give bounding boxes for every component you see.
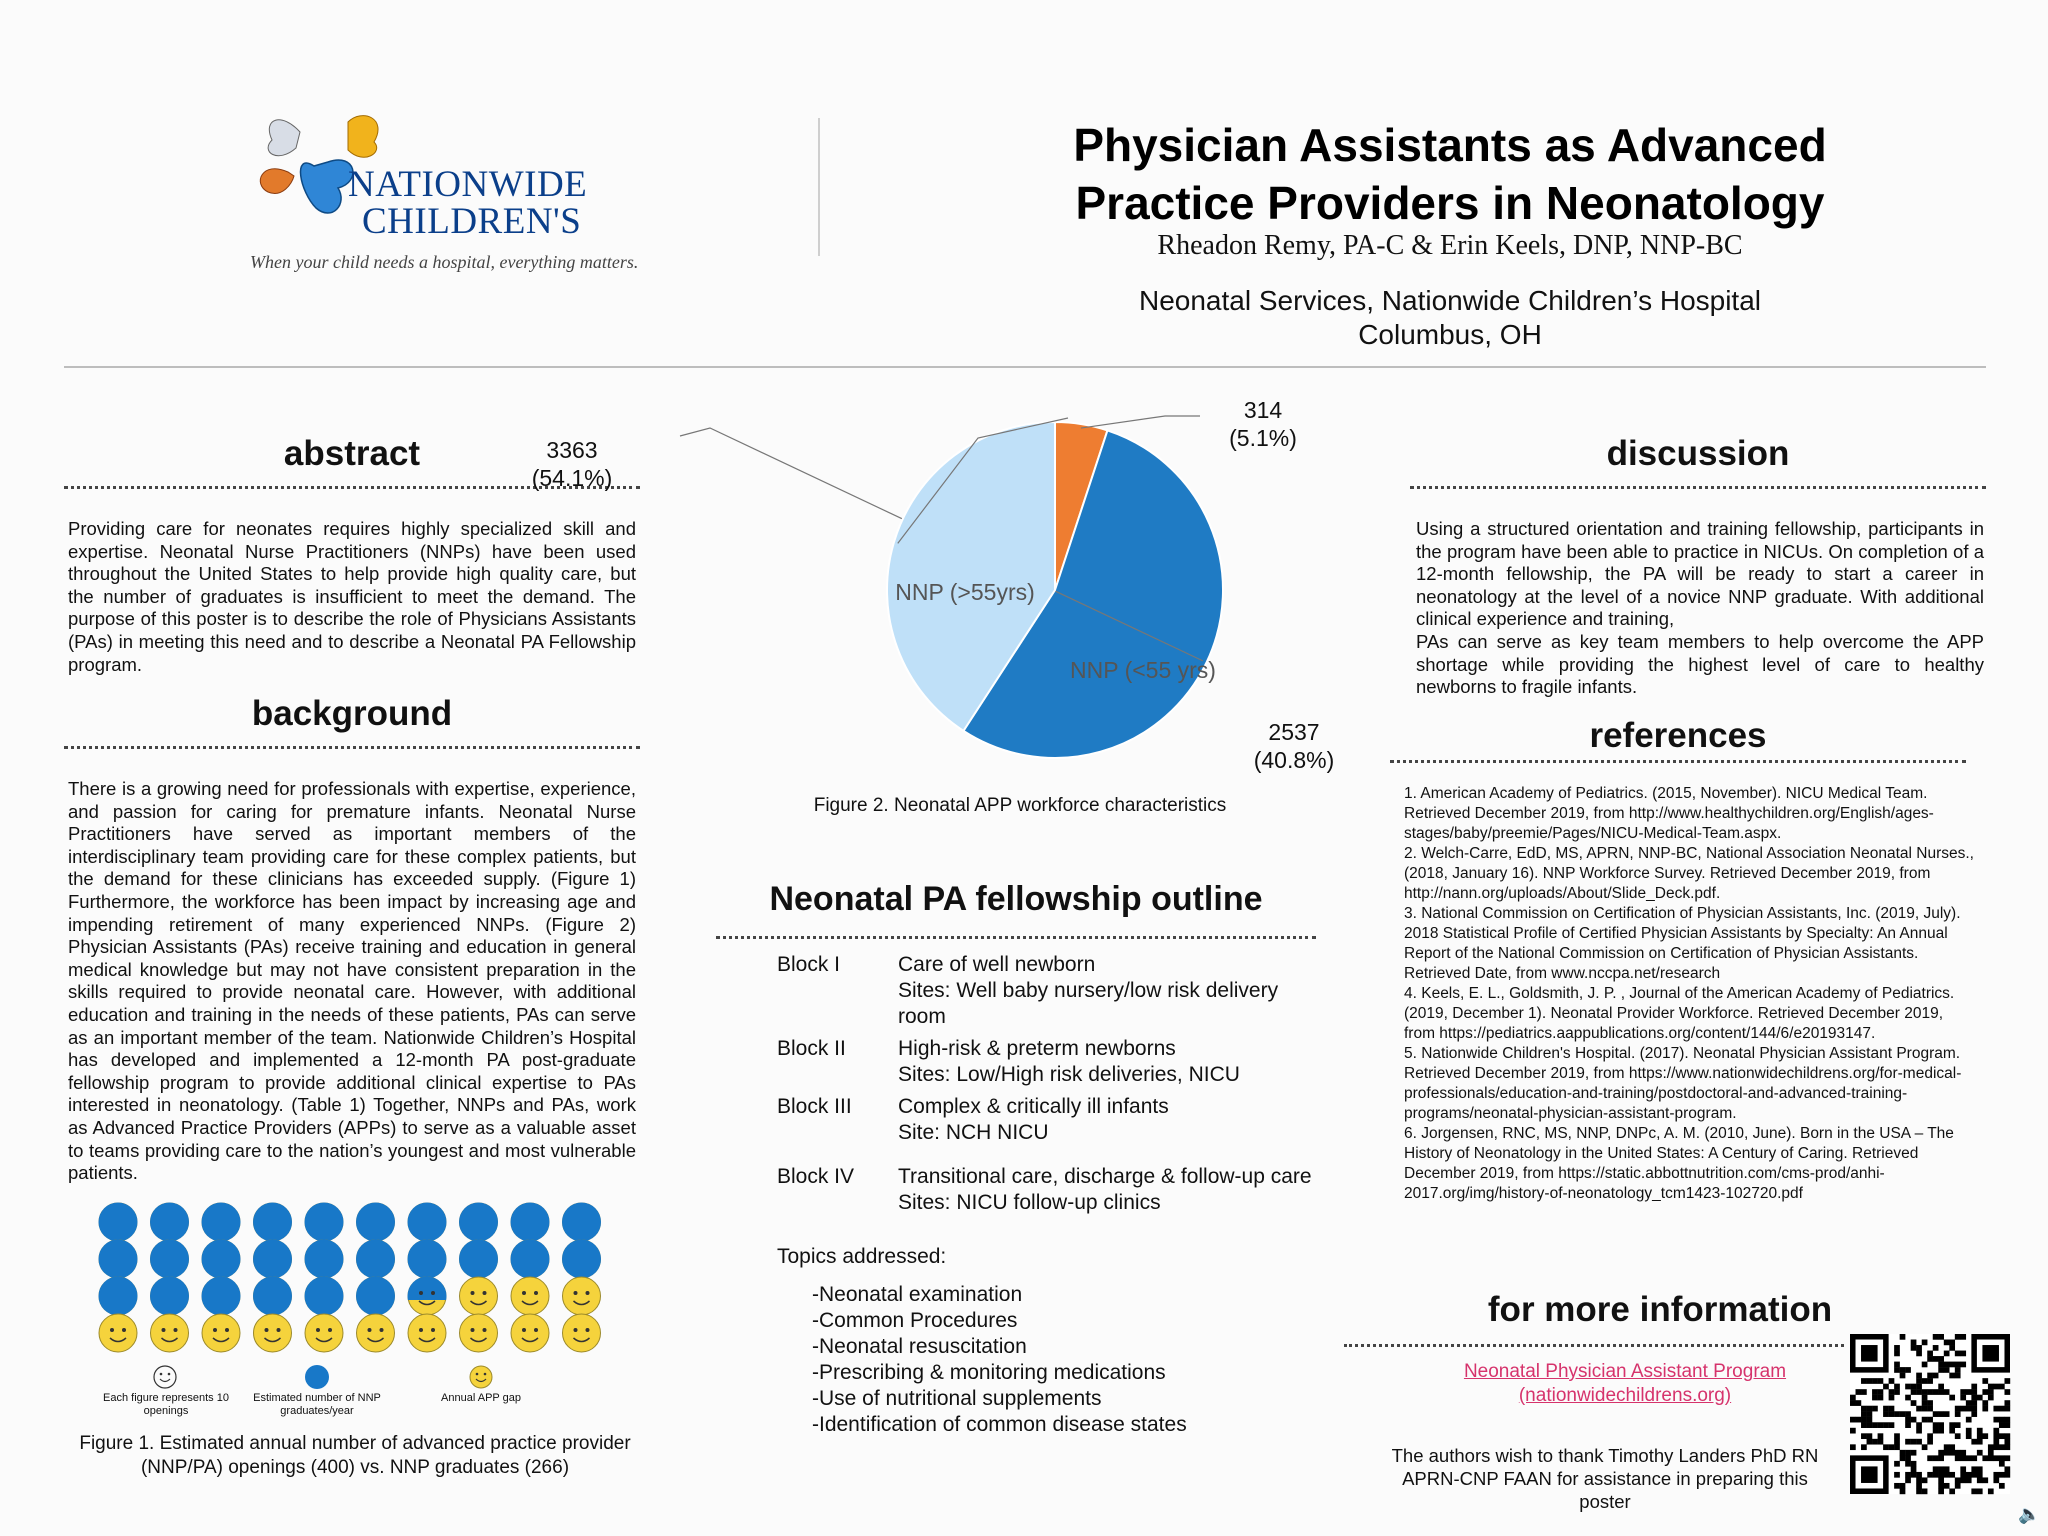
figure1-unit [408,1203,447,1242]
topic-item: -Use of nutritional supplements [812,1387,1102,1410]
figure1-unit [150,1203,189,1242]
figure1-unit [511,1277,549,1315]
block-sites: Sites: Well baby nursery/low risk delivery room [898,979,1279,1028]
qr-code-icon[interactable] [1850,1334,2010,1494]
outline-block [777,952,1317,1030]
legend-each-figure: Each figure represents 10 openings [103,1392,229,1417]
figure1-unit [511,1240,550,1279]
figure1-unit [150,1277,189,1316]
figure1-unit [562,1240,601,1279]
affiliation [960,284,1940,352]
figure1-unit [356,1277,395,1316]
topic-item: -Neonatal resuscitation [812,1335,1027,1358]
reference-item: 1. American Academy of Pediatrics. (2015, November). NICU Medical Team. Retrieved December 2019, from http://www.healthychildren.org/English/ages-stages/baby/preemie/Pages/NICU-Medical-Team.aspx. [1404,785,1934,842]
logo-brand-line2: CHILDREN'S [362,201,582,242]
figure2-pie-chart [531,390,1360,780]
pie-value-label: 314 [1243,397,1283,423]
figure1-unit [253,1277,292,1316]
figure1-unit [99,1277,138,1316]
reference-item: 3. National Commission on Certification of Physician Assistants, Inc. (2019, July). 2018 Statistical Profile of Certified Physician Assistants by Specialty: An Annual Report of the National Commission on Certification of Physician Assistants. Retrieved Date, from www.nccpa.net/research [1404,905,1961,982]
block-description [898,1094,1169,1146]
figure1-unit [99,1203,138,1242]
references-list [1404,784,1978,1204]
reference-item: 5. Nationwide Children's Hospital. (2017). Neonatal Physician Assistant Program. Retrieved December 2019, from https://www.nationwidechildrens.org/for-medical-professionals/education-and-training/postdoctoral-and-advanced-training-programs/neonatal-physician-assistant-program. [1404,1045,1962,1122]
block-description [898,1036,1240,1088]
reference-item: 2. Welch-Carre, EdD, MS, APRN, NNP-BC, National Association Neonatal Nurses., (2018, January 16). NNP Workforce Survey. Retrieved December 2019, from http://nann.org/uploads/About/Slide_Deck.pdf. [1404,845,1974,902]
poster-title [960,116,1940,232]
block-name: Block II [777,1037,846,1060]
outline-block [777,1036,1317,1088]
figure1-unit [563,1277,601,1315]
block-focus: Care of well newborn [898,953,1096,976]
discussion-p1: Using a structured orientation and training fellowship, participants in the program have been able to practice in NICUs. On completion of a 12-month fellowship, the PA will be ready to start a career in neonatology at the level of a novice NNP graduate. With additional clinical experience and training, [1416,518,1984,630]
figure1-unit [511,1314,549,1352]
figure1-legend [96,1364,616,1424]
figure1-unit [253,1203,292,1242]
title-line1: Physician Assistants as Advanced [1073,119,1827,171]
figure1-caption: Figure 1. Estimated annual number of advanced practice provider (NNP/PA) openings (400) vs. NNP graduates (266) [79,1433,631,1478]
pie-slice-label: NNP (>55yrs) [895,579,1035,605]
figure1-unit [408,1240,447,1279]
legend-gap: Annual APP gap [441,1392,521,1404]
references-divider [1390,760,1966,763]
more-info-divider [1344,1344,1844,1347]
references-heading: references [1589,716,1767,755]
figure1-unit [562,1203,601,1242]
figure1-unit [305,1277,344,1316]
figure1-unit [202,1314,240,1352]
figure1-unit [356,1240,395,1279]
topic-item: -Common Procedures [812,1309,1018,1332]
figure1-unit [305,1203,344,1242]
background-heading: background [251,694,453,733]
figure1-unit [254,1314,292,1352]
topic-item: -Identification of common disease states [812,1413,1187,1436]
outline-block [777,1164,1317,1216]
pie-percent-label: (40.8%) [1253,747,1335,773]
discussion-divider [1410,486,1986,489]
figure1-unit [408,1277,447,1316]
figure1-unit [305,1240,344,1279]
legend-graduates: Estimated number of NNP graduates/year [253,1392,381,1417]
outline-blocks [777,952,1317,1222]
block-name: Block IV [777,1165,855,1188]
logo-brand-line1: NATIONWIDE [348,164,588,205]
pie-percent-label: (54.1%) [531,465,613,491]
figure1-unit [150,1240,189,1279]
smiley-outline-icon [152,1364,178,1390]
topics-list [812,1282,1312,1438]
block-sites: Site: NCH NICU [898,1121,1049,1144]
topic-item: -Prescribing & monitoring medications [812,1361,1166,1384]
discussion-text [1416,518,1984,699]
figure1-unit [202,1277,241,1316]
reference-item: 4. Keels, E. L., Goldsmith, J. P. , Journal of the American Academy of Pediatrics. (2019, December 1). Neonatal Provider Workforce. Retrieved December 2019, from https://pediatrics.aappublications.org/content/144/6/e20193147. [1404,985,1955,1042]
figure1-unit [151,1314,189,1352]
program-link-line2[interactable]: (nationwidechildrens.org) [1518,1385,1732,1406]
figure1-unit [356,1203,395,1242]
discussion-p2: PAs can serve as key team members to help overcome the APP shortage while providing the highest level of care to healthy newborns to fragile infants. [1416,630,1984,698]
figure1-unit [202,1203,241,1242]
block-sites: Sites: Low/High risk deliveries, NICU [898,1063,1240,1086]
pie-value-label: 2537 [1268,719,1320,745]
figure1-unit [408,1314,446,1352]
block-focus: Complex & critically ill infants [898,1095,1169,1118]
figure1-unit [460,1277,498,1315]
topics-label: Topics addressed: [777,1245,947,1268]
program-link[interactable] [1410,1360,1840,1408]
outline-heading: Neonatal PA fellowship outline [769,880,1263,918]
figure1-unit [459,1203,498,1242]
figure1-unit [460,1314,498,1352]
outline-block [777,1094,1317,1146]
department: Neonatal Services, Nationwide Children’s Hospital [1138,285,1761,316]
background-text: There is a growing need for professionals with expertise, experience, and passion for caring for premature infants. Neonatal Nurse Practitioners have served as important members of the interdisciplinary team providing care for these complex patients, but the demand for these clinicians has exceeded supply. (Figure 1) Furthermore, the workforce has been impact by increasing age and impending retirement of many experienced NNPs. (Figure 2) Physician Assistants (PAs) receive training and education in general medical knowledge but may not have consistent preparation in the skills required to provide neonatal care. However, with additional education and training in the needs of these patients, PAs can serve as an important member of the team. Nationwide Children’s Hospital has developed and implemented a 12-month PA post-graduate fellowship program to provide additional clinical expertise to PAs interested in neonatology. (Table 1) Together, NNPs and PAs, work as Advanced Practice Providers (APPs) to serve as a valuable asset to teams providing care to the nation’s youngest and most vulnerable patients. [68,778,636,1184]
figure1-unit [459,1240,498,1279]
figure1-pictograph [90,1200,630,1358]
city: Columbus, OH [1358,319,1542,350]
figure1-unit [511,1203,550,1242]
pie-leader-line [1081,416,1200,428]
pie-percent-label: (5.1%) [1229,425,1297,451]
speaker-icon[interactable]: 🔈 [2018,1504,2041,1524]
discussion-heading: discussion [1606,434,1790,473]
block-description [898,1164,1312,1216]
outline-divider [716,936,1316,939]
background-divider [64,746,640,749]
block-description [898,952,1317,1030]
pie-value-label: 3363 [546,437,598,463]
figure1-unit [357,1314,395,1352]
graduate-dot-icon [304,1364,330,1390]
acknowledgement: The authors wish to thank Timothy Landers PhD RN APRN-CNP FAAN for assistance in preparing this poster [1391,1445,1819,1512]
logo-tagline: When your child needs a hospital, everything matters. [250,252,639,272]
figure1-unit [99,1240,138,1279]
program-link-line1[interactable]: Neonatal Physician Assistant Program [1463,1361,1787,1382]
logo [244,112,664,282]
block-focus: Transitional care, discharge & follow-up care [898,1165,1312,1188]
authors: Rheadon Remy, PA-C & Erin Keels, DNP, NNP-BC [1157,230,1743,261]
figure1-unit [563,1314,601,1352]
header-rule [64,366,1986,368]
figure2-caption: Figure 2. Neonatal APP workforce characteristics [813,795,1227,816]
figure1-unit [253,1240,292,1279]
topic-item: -Neonatal examination [812,1283,1023,1306]
block-sites: Sites: NICU follow-up clinics [898,1191,1161,1214]
title-line2: Practice Providers in Neonatology [1075,177,1825,229]
gap-smiley-icon [468,1364,494,1390]
figure1-unit [305,1314,343,1352]
block-name: Block I [777,953,841,976]
block-focus: High-risk & preterm newborns [898,1037,1176,1060]
more-info-heading: for more information [1487,1290,1833,1329]
pie-slice-label: NNP (<55 yrs) [1070,657,1216,683]
figure1-unit [99,1314,137,1352]
reference-item: 6. Jorgensen, RNC, MS, NNP, DNPc, A. M. (2010, June). Born in the USA – The History of Neonatology in the United States: A Century of Caring. Retrieved December 2019, from https://static.abbottnutrition.com/cms-prod/anhi-2017.org/img/history-of-neonatology_tcm1423-102720.pdf [1404,1125,1954,1202]
figure1-unit [202,1240,241,1279]
block-name: Block III [777,1095,852,1118]
abstract-heading: abstract [283,434,421,473]
abstract-text: Providing care for neonates requires highly specialized skill and expertise. Neonatal Nurse Practitioners (NNPs) have been used throughout the United States to help provide high quality care, but the number of graduates is insufficient to meet the demand. The purpose of this poster is to describe the role of Physicians Assistants (PAs) in meeting this need and to describe a Neonatal PA Fellowship program. [68,518,636,675]
header-divider [818,118,820,256]
